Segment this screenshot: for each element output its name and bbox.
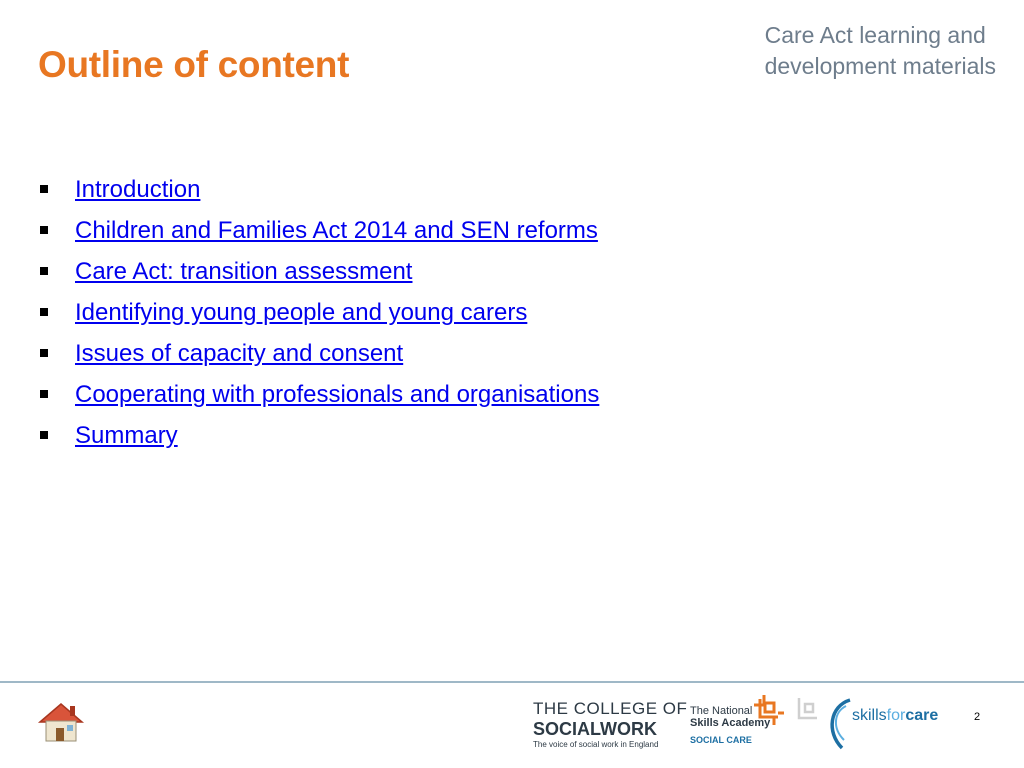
outline-link-transition-assessment[interactable]: Care Act: transition assessment (75, 258, 413, 285)
list-item (40, 377, 599, 418)
faded-logo-mark-icon (795, 694, 823, 734)
sfc-for: for (886, 707, 906, 724)
outline-link-cooperating[interactable]: Cooperating with professionals and organisations (75, 381, 600, 408)
college-of-social-work-logo (533, 700, 687, 750)
skills-for-care-logo (824, 696, 994, 752)
skills-for-care-text (852, 707, 938, 725)
nsa-logo-line-2: Skills Academy (690, 717, 771, 729)
page-number: 2 (974, 711, 981, 723)
list-item (40, 336, 599, 377)
bullet-icon (40, 349, 48, 357)
outline-link-identifying-young-people[interactable]: Identifying young people and young carers (75, 299, 528, 326)
sfc-care: care (905, 707, 939, 724)
bullet-icon (40, 226, 48, 234)
list-item (40, 418, 599, 459)
college-logo-tagline: The voice of social work in England (533, 740, 659, 749)
list-item (40, 295, 599, 336)
outline-link-children-families-act[interactable]: Children and Families Act 2014 and SEN reforms (75, 217, 598, 244)
sfc-skills: skills (852, 707, 887, 724)
nsa-mark-icon (754, 695, 784, 725)
bullet-icon (40, 431, 48, 439)
nsa-logo-line-1: The National (690, 705, 753, 717)
college-logo-line-2: SOCIALWORK (533, 719, 657, 739)
header-brand-line-1: Care Act learning and (764, 22, 986, 48)
skills-for-care-swoosh-icon (824, 696, 854, 752)
bullet-icon (40, 185, 48, 193)
college-logo-line-1: THE COLLEGE OF (533, 699, 688, 718)
header-brand-text (765, 20, 996, 82)
list-item (40, 172, 599, 213)
outline-link-introduction[interactable]: Introduction (75, 176, 201, 203)
bullet-icon (40, 390, 48, 398)
house-icon[interactable] (36, 700, 86, 749)
national-skills-academy-logo (690, 695, 800, 745)
slide-title: Outline of content (38, 44, 350, 85)
footer-divider (0, 681, 1024, 683)
outline-link-capacity-consent[interactable]: Issues of capacity and consent (75, 340, 404, 367)
header-brand-line-2: development materials (764, 53, 996, 79)
bullet-icon (40, 267, 48, 275)
bullet-icon (40, 308, 48, 316)
outline-link-summary[interactable]: Summary (75, 422, 178, 449)
nsa-logo-sub: SOCIAL CARE (690, 735, 752, 745)
list-item (40, 213, 599, 254)
list-item (40, 254, 599, 295)
outline-list (40, 172, 599, 459)
